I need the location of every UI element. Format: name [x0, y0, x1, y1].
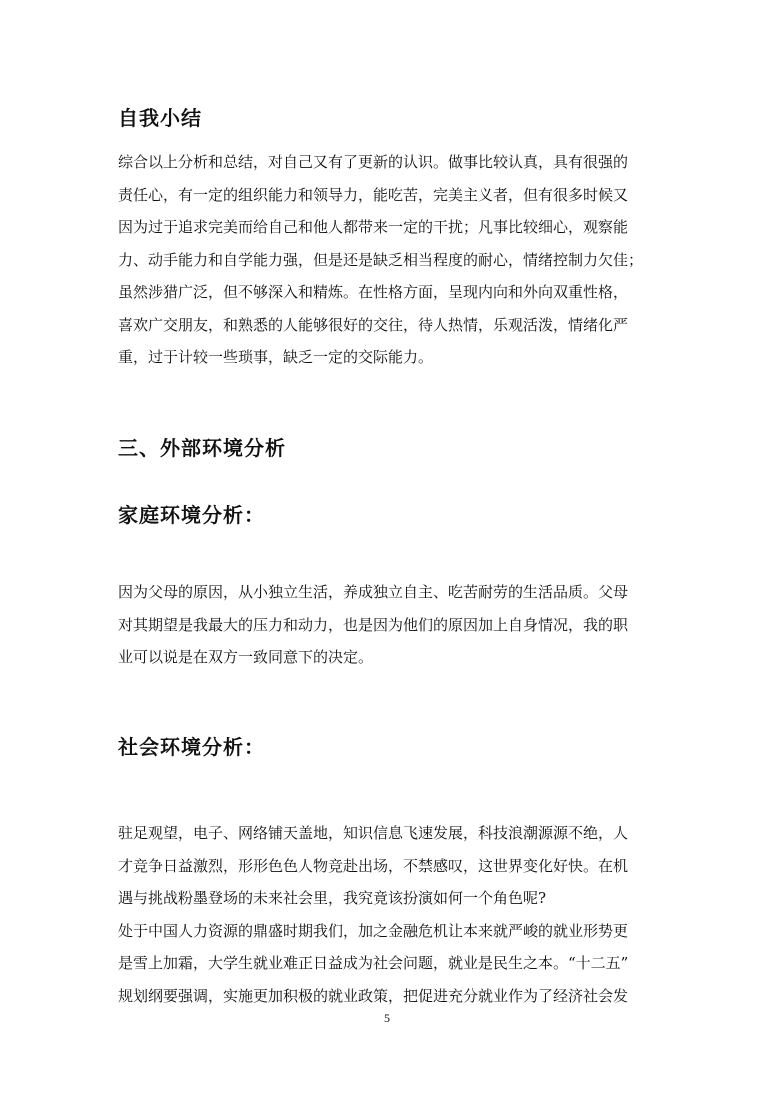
paragraph-line: 处于中国人力资源的鼎盛时期我们，加之金融危机让本来就严峻的就业形势更 — [118, 921, 629, 940]
paragraph-line: 重，过于计较一些琐事，缺乏一定的交际能力。 — [118, 348, 434, 366]
paragraph-line: 驻足观望，电子、网络铺天盖地，知识信息飞速发展，科技浪潮源源不绝，人 — [118, 824, 629, 842]
paragraph-line: 对其期望是我最大的压力和动力，也是因为他们的原因加上自身情况，我的职 — [118, 615, 629, 634]
external-environment-heading: 三、外部环境分析 — [118, 436, 286, 460]
paragraph-line: 综合以上分析和总结，对自己又有了更新的认识。做事比较认真，具有很强的 — [118, 153, 629, 171]
page-number: 5 — [384, 1011, 390, 1025]
paragraph-line: 是雪上加霜，大学生就业难正日益成为社会问题，就业是民生之本。“十二五” — [118, 954, 629, 972]
paragraph-line: 因为父母的原因，从小独立生活，养成独立自主、吃苦耐劳的生活品质。父母 — [118, 583, 629, 601]
self-summary-heading: 自我小结 — [118, 106, 202, 130]
paragraph-line: 遇与挑战粉墨登场的未来社会里，我究竟该扮演如何一个角色呢? — [118, 889, 547, 907]
paragraph-line: 规划纲要强调，实施更加积极的就业政策，把促进充分就业作为了经济社会发 — [118, 986, 629, 1005]
paragraph-line: 责任心，有一定的组织能力和领导力，能吃苦，完美主义者，但有很多时候又 — [118, 185, 629, 204]
self-summary-paragraph — [118, 146, 663, 374]
social-environment-paragraph — [118, 817, 663, 1012]
family-environment-heading: 家庭环境分析： — [118, 503, 265, 527]
paragraph-line: 因为过于追求完美而给自己和他人都带来一定的干扰；凡事比较细心，观察能 — [118, 218, 629, 236]
paragraph-line: 才竞争日益激烈，形形色色人物竞赴出场，不禁感叹，这世界变化好快。在机 — [118, 856, 629, 875]
paragraph-line: 喜欢广交朋友，和熟悉的人能够很好的交往，待人热情，乐观活泼，情绪化严 — [118, 315, 629, 334]
paragraph-line: 虽然涉猎广泛，但不够深入和精炼。在性格方面，呈现内向和外向双重性格， — [118, 283, 629, 301]
paragraph-line: 力、动手能力和自学能力强，但是还是缺乏相当程度的耐心，情绪控制力欠佳； — [118, 250, 644, 269]
social-environment-heading: 社会环境分析： — [118, 735, 265, 759]
paragraph-line: 业可以说是在双方一致同意下的决定。 — [118, 648, 374, 666]
family-environment-paragraph — [118, 576, 663, 674]
